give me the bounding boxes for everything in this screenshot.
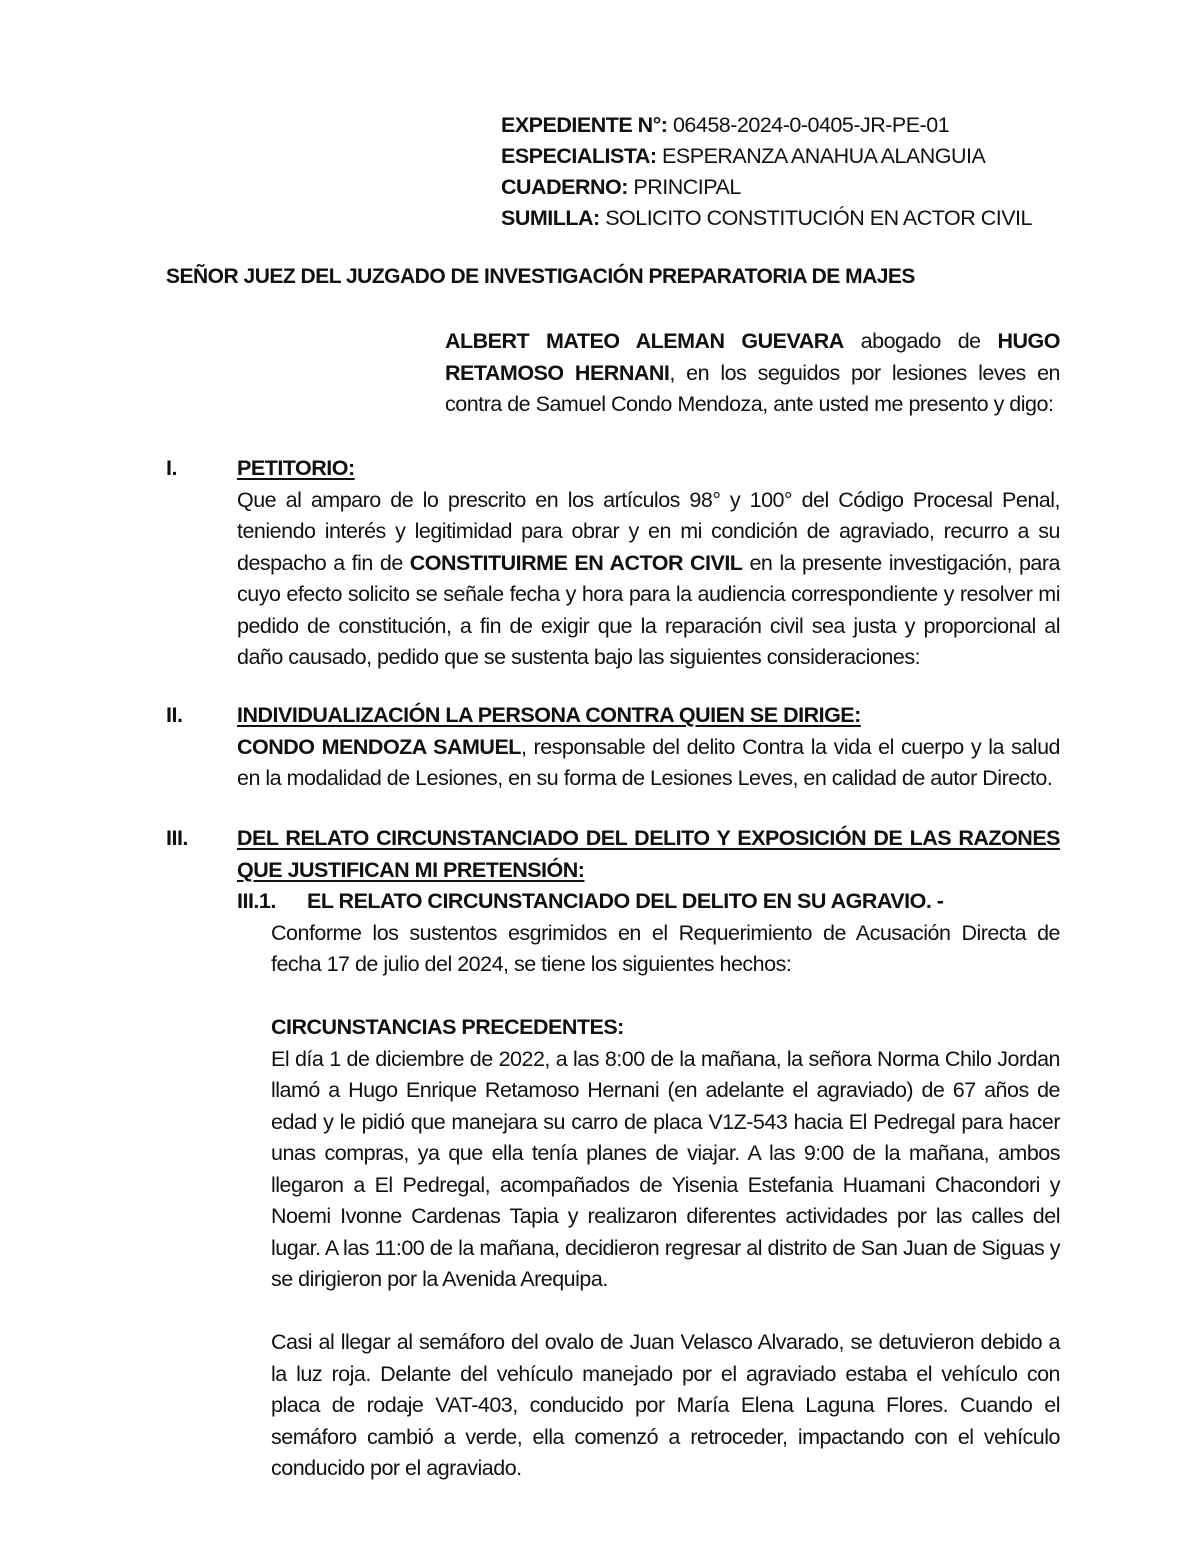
section-relato	[166, 823, 1060, 1485]
especialista-line	[501, 141, 1032, 172]
section-number: III.	[166, 826, 188, 850]
individualizacion-text: , responsable del delito Contra la vida el cuerpo y la salud en la modalidad de Lesiones, en su forma de Lesiones Leves, en calidad de autor Directo.	[237, 734, 1060, 790]
subsection-title: EL RELATO CIRCUNSTANCIADO DEL DELITO EN SU AGRAVIO. -	[307, 889, 944, 913]
section-title: INDIVIDUALIZACIÓN LA PERSONA CONTRA QUIEN SE DIRIGE:	[237, 703, 861, 727]
circumstances-subtitle: CIRCUNSTANCIAS PRECEDENTES:	[271, 1015, 624, 1039]
cuaderno-line	[501, 172, 1032, 203]
section-paragraph	[237, 732, 1060, 795]
sumilla-label: SUMILLA:	[501, 206, 600, 230]
expediente-label: EXPEDIENTE N°:	[501, 113, 668, 137]
defendant-name: CONDO MENDOZA SAMUEL	[237, 734, 521, 759]
petitorio-text-1: Que al amparo de lo prescrito en los artículos 98° y 100° del Código Procesal Penal, teniendo interés y legitimidad para obrar y en mi condición de agraviado, recurro a su despacho a fin de	[237, 487, 1060, 575]
intro-text-2: , en los seguidos por lesiones leves en contra de Samuel Condo Mendoza, ante usted me presento y digo:	[445, 360, 1060, 416]
petitorio-text-2: en la presente investigación, para cuyo efecto solicito se señale fecha y hora para la audiencia correspondiente y resolver mi pedido de constitución, a fin de exigir que la reparación civil sea justa y proporcional al daño causado, pedido que se sustenta bajo las siguientes consideraciones:	[237, 550, 1060, 669]
expediente-line	[501, 110, 1032, 141]
section-number: I.	[166, 456, 177, 480]
expediente-value: 06458-2024-0-0405-JR-PE-01	[672, 113, 950, 137]
circumstances-paragraph-1: El día 1 de diciembre de 2022, a las 8:00 de la mañana, la señora Norma Chilo Jordan llamó a Hugo Enrique Retamoso Hernani (en adelante el agraviado) de 67 años de edad y le pidió que manejara su carro de placa V1Z-543 hacia El Pedregal para hacer unas compras, ya que ella tenía planes de viajar. A las 9:00 de la mañana, ambos llegaron a El Pedregal, acompañados de Yisenia Estefania Huamani Chacondori y Noemi Ivonne Cardenas Tapia y realizaron diferentes actividades por las calles del lugar. A las 11:00 de la mañana, decidieron regresar al distrito de San Juan de Siguas y se dirigieron por la Avenida Arequipa.	[271, 1046, 1060, 1291]
case-header	[501, 110, 1032, 234]
section-number: II.	[166, 703, 183, 727]
subsection-intro: Conforme los sustentos esgrimidos en el Requerimiento de Acusación Directa de fecha 17 de julio del 2024, se tiene los siguientes hechos:	[271, 920, 1060, 976]
section-individualizacion	[166, 700, 1060, 795]
lawyer-name: ALBERT MATEO ALEMAN GUEVARA	[445, 329, 844, 353]
petitorio-bold: CONSTITUIRME EN ACTOR CIVIL	[409, 550, 743, 575]
section-title: PETITORIO:	[237, 456, 355, 480]
client-name: HUGO RETAMOSO HERNANI	[445, 329, 1060, 385]
addressee: SEÑOR JUEZ DEL JUZGADO DE INVESTIGACIÓN PREPARATORIA DE MAJES	[166, 265, 915, 288]
especialista-value: ESPERANZA ANAHUA ALANGUIA	[662, 144, 986, 168]
sumilla-line	[501, 203, 1032, 234]
intro-paragraph	[445, 326, 1060, 421]
cuaderno-label: CUADERNO:	[501, 175, 628, 199]
subsection-heading	[237, 886, 1060, 918]
sumilla-value: SOLICITO CONSTITUCIÓN EN ACTOR CIVIL	[605, 206, 1032, 230]
section-title: DEL RELATO CIRCUNSTANCIADO DEL DELITO Y EXPOSICIÓN DE LAS RAZONES QUE JUSTIFICAN MI PRETENSIÓN:	[237, 826, 1060, 882]
circumstances-paragraph-2: Casi al llegar al semáforo del ovalo de Juan Velasco Alvarado, se detuvieron debido a la luz roja. Delante del vehículo manejado por el agraviado estaba el vehículo con placa de rodaje VAT-403, conducido por María Elena Laguna Flores. Cuando el semáforo cambió a verde, ella comenzó a retroceder, impactando con el vehículo conducido por el agraviado.	[271, 1330, 1060, 1480]
intro-text-1: abogado de	[860, 329, 981, 353]
subsection-number: III.1.	[237, 889, 276, 913]
cuaderno-value: PRINCIPAL	[633, 175, 741, 199]
section-paragraph	[237, 485, 1060, 674]
especialista-label: ESPECIALISTA:	[501, 144, 657, 168]
section-petitorio	[166, 453, 1060, 674]
subsection-body	[271, 918, 1060, 1485]
